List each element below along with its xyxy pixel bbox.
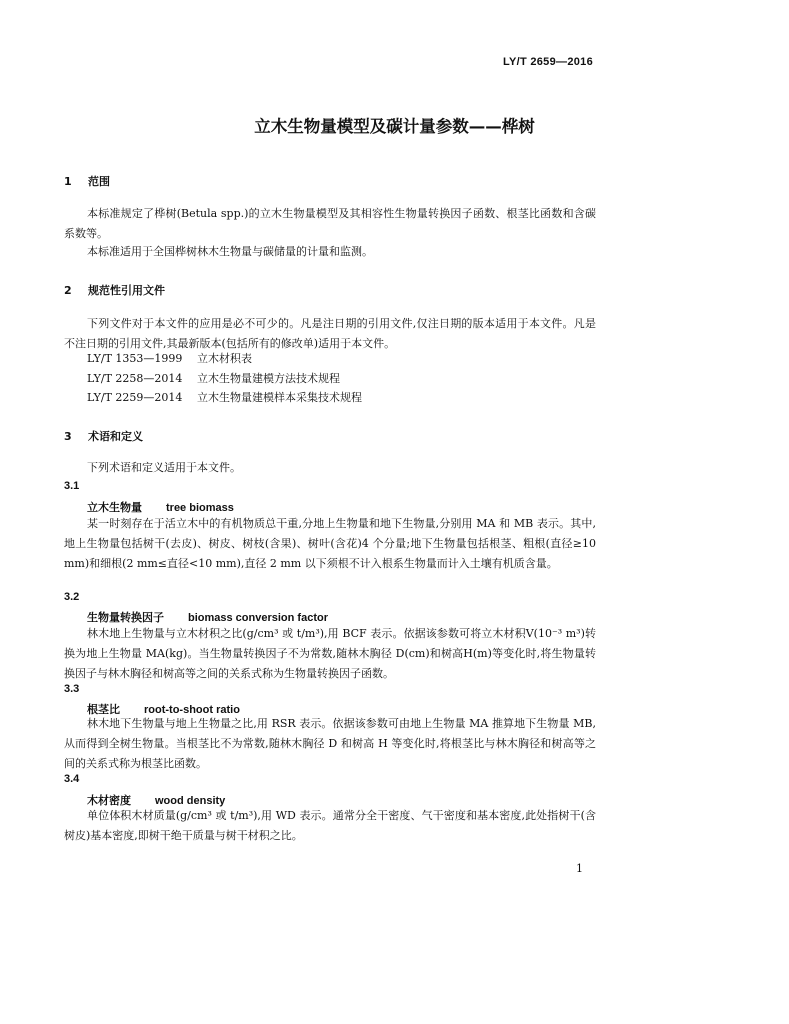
section-1-heading [64, 173, 110, 189]
reference-item [87, 388, 362, 408]
section-number: 3 [64, 430, 72, 443]
term-definition: 林木地下生物量与地上生物量之比,用 RSR 表示。依据该参数可由地上生物量 MA 推算地下生物量 MB,从而得到全树生物量。当根茎比不为常数,随林木胸径 D 和树高 H 等变化时,将根茎比与林木胸径和树高等之间的关系式称为根茎比函数。 [64, 717, 596, 770]
term-definition: 林木地上生物量与立木材积之比(g/cm³ 或 t/m³),用 BCF 表示。依据该参数可将立木材积V(10⁻³ m³)转换为地上生物量 MA(kg)。当生物量转换因子不为常数,随林木胸径 D(cm)和树高H(m)等变化时,将生物量转换因子与林木胸径和树高等之间的关系式称为生物量转换因子函数。 [64, 627, 596, 680]
term-en: tree biomass [166, 502, 234, 514]
reference-code: LY/T 2258—2014 [87, 372, 183, 385]
term-zh: 立木生物量 [87, 501, 142, 514]
reference-item [87, 369, 340, 389]
section-number: 2 [64, 284, 72, 297]
section-2-heading [64, 282, 165, 298]
reference-item [87, 349, 252, 369]
term-definition: 某一时刻存在于活立木中的有机物质总干重,分地上生物量和地下生物量,分别用 MA 和 MB 表示。其中,地上生物量包括树干(去皮)、树皮、树枝(含果)、树叶(含花)4 个分量;地下生物量包括根茎、粗根(直径≥10 mm)和细根(2 mm≤直径<10 mm),直径 2 mm 以下须根不计入根系生物量而计入土壤有机质含量。 [64, 517, 596, 570]
section-1-paragraph-1: 本标准规定了桦树(Betula spp.)的立木生物量模型及其相容性生物量转换因子函数、根茎比函数和含碳系数等。 [64, 207, 596, 240]
term-zh: 生物量转换因子 [87, 611, 164, 624]
section-title: 规范性引用文件 [88, 284, 165, 297]
term-heading [87, 609, 328, 625]
reference-name: 立木生物量建模方法技术规程 [197, 372, 340, 385]
page-number: 1 [576, 862, 583, 875]
term-definition: 单位体积木材质量(g/cm³ 或 t/m³),用 WD 表示。通常分全干密度、气干密度和基本密度,此处指树干(含树皮)基本密度,即树干绝干质量与树干材积之比。 [64, 809, 596, 842]
section-1-paragraph-2: 本标准适用于全国桦树林木生物量与碳储量的计量和监测。 [87, 245, 373, 258]
section-3-heading [64, 428, 143, 444]
reference-code: LY/T 2259—2014 [87, 391, 183, 404]
clause-number: 3.4 [64, 773, 80, 785]
section-title: 术语和定义 [88, 430, 143, 443]
term-zh: 根茎比 [87, 703, 120, 716]
clause-number: 3.2 [64, 591, 80, 603]
term-zh: 木材密度 [87, 794, 131, 807]
document-title: 立木生物量模型及碳计量参数——桦树 [254, 117, 535, 136]
section-3-intro: 下列术语和定义适用于本文件。 [87, 461, 241, 474]
clause-number: 3.1 [64, 480, 80, 492]
section-number: 1 [64, 175, 72, 188]
reference-name: 立木生物量建模样本采集技术规程 [197, 391, 362, 404]
term-en: root-to-shoot ratio [144, 704, 240, 716]
reference-name: 立木材积表 [197, 352, 252, 365]
reference-code: LY/T 1353—1999 [87, 352, 183, 365]
term-en: biomass conversion factor [188, 612, 328, 624]
term-en: wood density [155, 795, 226, 807]
section-title: 范围 [88, 175, 110, 188]
header-code: LY/T 2659—2016 [502, 56, 593, 68]
term-heading [87, 499, 234, 515]
clause-number: 3.3 [64, 683, 80, 695]
section-2-paragraph-1: 下列文件对于本文件的应用是必不可少的。凡是注日期的引用文件,仅注日期的版本适用于本文件。凡是不注日期的引用文件,其最新版本(包括所有的修改单)适用于本文件。 [64, 317, 596, 350]
